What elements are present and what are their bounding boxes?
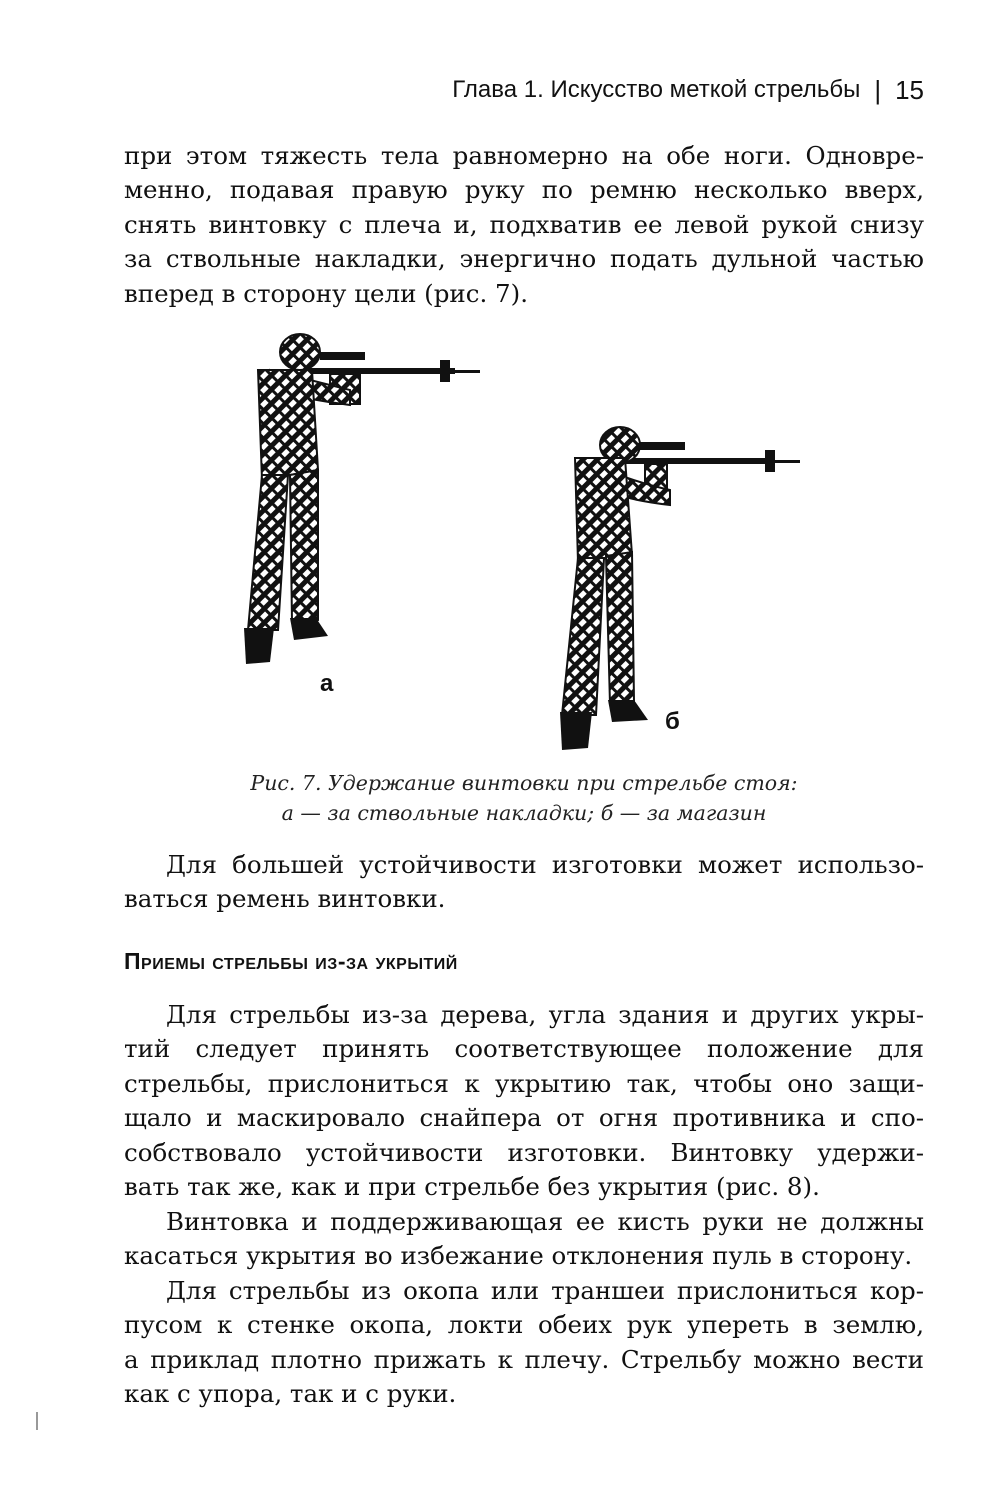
- text-line: Для стрельбы из-за дерева, угла здания и других укры-: [166, 1000, 924, 1029]
- section-heading: Приемы стрельбы из-за укрытий: [124, 948, 458, 974]
- caption-line-1: Рис. 7. Удержание винтовки при стрельбе стоя:: [250, 771, 798, 795]
- paragraph-2: [124, 848, 924, 917]
- text-line: Винтовка и поддерживающая ее кисть руки не должны: [166, 1207, 924, 1236]
- paragraph-3: [124, 998, 924, 1204]
- rifle-shooters-illustration: [200, 330, 820, 760]
- text-line: при этом тяжесть тела равномерно на обе ноги. Одновре-: [124, 141, 924, 170]
- figure-7: [200, 330, 820, 760]
- margin-mark: [36, 1412, 38, 1430]
- text-line: тий следует принять соответствующее положение для: [124, 1034, 924, 1064]
- figure-label-b: б: [665, 708, 680, 735]
- text-line: касаться укрытия во избежание отклонения пуль в сторону.: [124, 1241, 913, 1271]
- page-number: 15: [895, 74, 924, 105]
- text-line: ваться ремень винтовки.: [124, 884, 446, 914]
- text-line: вперед в сторону цели (рис. 7).: [124, 278, 528, 308]
- figure-caption: [124, 768, 924, 828]
- paragraph-5: [124, 1274, 924, 1412]
- caption-line-2: а — за ствольные накладки; б — за магазин: [281, 801, 767, 825]
- text-line: стрельбы, прислониться к укрытию так, чтобы оно защи-: [124, 1068, 924, 1098]
- text-line: за ствольные накладки, энергично подать дульной частью: [124, 244, 924, 274]
- paragraph-4: [124, 1205, 924, 1274]
- figure-label-a: а: [320, 670, 334, 697]
- text-line: пусом к стенке окопа, локти обеих рук упереть в землю,: [124, 1310, 924, 1340]
- text-line: собствовало устойчивости изготовки. Винтовку удержи-: [124, 1137, 924, 1167]
- text-line: снять винтовку с плеча и, подхватив ее левой рукой снизу: [124, 209, 924, 239]
- running-title: Глава 1. Искусство меткой стрельбы: [452, 76, 861, 103]
- paragraph-1: [124, 139, 924, 311]
- header-separator: |: [874, 74, 882, 105]
- shooter-b-figure: [560, 427, 800, 750]
- text-line: а приклад плотно прижать к плечу. Стрельбу можно вести: [124, 1344, 924, 1374]
- text-line: как с упора, так и с руки.: [124, 1379, 457, 1409]
- running-header: [300, 70, 924, 110]
- text-line: Для стрельбы из окопа или траншеи прислониться кор-: [166, 1276, 924, 1305]
- shooter-a-figure: [244, 334, 480, 664]
- text-line: менно, подавая правую руку по ремню несколько вверх,: [124, 175, 924, 205]
- text-line: Для большей устойчивости изготовки может использо-: [166, 850, 924, 879]
- text-line: щало и маскировало снайпера от огня противника и спо-: [124, 1103, 924, 1133]
- text-line: вать так же, как и при стрельбе без укрытия (рис. 8).: [124, 1172, 820, 1202]
